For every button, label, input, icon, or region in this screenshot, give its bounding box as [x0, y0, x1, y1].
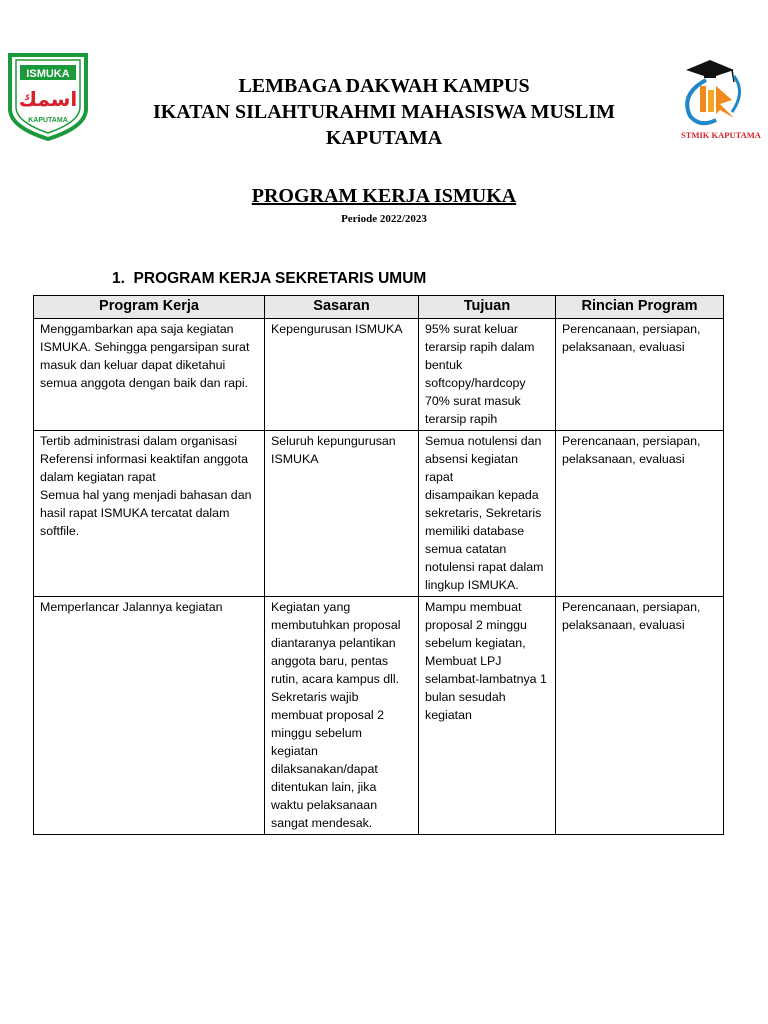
ismuka-logo: [6, 51, 90, 141]
svg-text:اسمك: اسمك: [18, 87, 78, 111]
header-line-2: IKATAN SILAHTURAHMI MAHASISWA MUSLIM: [152, 101, 616, 123]
table-row: [34, 431, 724, 597]
document-title: PROGRAM KERJA ISMUKA: [251, 185, 517, 207]
cell-program: Tertib administrasi dalam organisasi Referensi informasi keaktifan anggota dalam kegiatan rapat Semua hal yang menjadi bahasan dan hasil rapat ISMUKA tercatat dalam softfile.: [34, 431, 265, 597]
cell-sasaran: Kepengurusan ISMUKA: [265, 319, 419, 431]
cell-tujuan: Semua notulensi dan absensi kegiatan rapat disampaikan kepada sekretaris, Sekretaris memiliki database semua catatan notulensi rapat dalam lingkup ISMUKA.: [419, 431, 556, 597]
svg-text:ISMUKA: ISMUKA: [26, 68, 70, 80]
table-row: [34, 597, 724, 835]
header-rincian-program: Rincian Program: [556, 296, 724, 319]
period-subtitle: Periode 2022/2023: [341, 213, 427, 225]
stmik-kaputama-logo: [676, 58, 766, 142]
cell-rincian: Perencanaan, persiapan, pelaksanaan, evaluasi: [556, 431, 724, 597]
cell-program: Menggambarkan apa saja kegiatan ISMUKA. Sehingga pengarsipan surat masuk dan keluar dapat diketahui semua anggota dengan baik dan rapi.: [34, 319, 265, 431]
header-line-1: LEMBAGA DAKWAH KAMPUS: [238, 75, 530, 97]
organization-header: [120, 73, 648, 151]
program-table: [33, 295, 724, 835]
svg-text:KAPUTAMA: KAPUTAMA: [28, 117, 68, 124]
section-heading: 1. PROGRAM KERJA SEKRETARIS UMUM: [112, 270, 427, 287]
header-program-kerja: Program Kerja: [34, 296, 265, 319]
cell-program: Memperlancar Jalannya kegiatan: [34, 597, 265, 835]
cell-sasaran: Kegiatan yang membutuhkan proposal diantaranya pelantikan anggota baru, pentas rutin, acara kampus dll. Sekretaris wajib membuat proposal 2 minggu sebelum kegiatan dilaksanakan/dapat ditentukan lain, jika waktu pelaksanaan sangat mendesak.: [265, 597, 419, 835]
table-row: [34, 319, 724, 431]
header-sasaran: Sasaran: [265, 296, 419, 319]
cell-rincian: Perencanaan, persiapan, pelaksanaan, evaluasi: [556, 319, 724, 431]
cell-tujuan: 95% surat keluar terarsip rapih dalam bentuk softcopy/hardcopy 70% surat masuk terarsip rapih: [419, 319, 556, 431]
cell-sasaran: Seluruh kepungurusan ISMUKA: [265, 431, 419, 597]
svg-text:STMIK KAPUTAMA: STMIK KAPUTAMA: [681, 130, 761, 140]
cell-tujuan: Mampu membuat proposal 2 minggu sebelum kegiatan, Membuat LPJ selambat-lambatnya 1 bulan sesudah kegiatan: [419, 597, 556, 835]
cell-rincian: Perencanaan, persiapan, pelaksanaan, evaluasi: [556, 597, 724, 835]
table-header-row: [34, 296, 724, 319]
header-line-3: KAPUTAMA: [325, 127, 443, 149]
header-tujuan: Tujuan: [419, 296, 556, 319]
